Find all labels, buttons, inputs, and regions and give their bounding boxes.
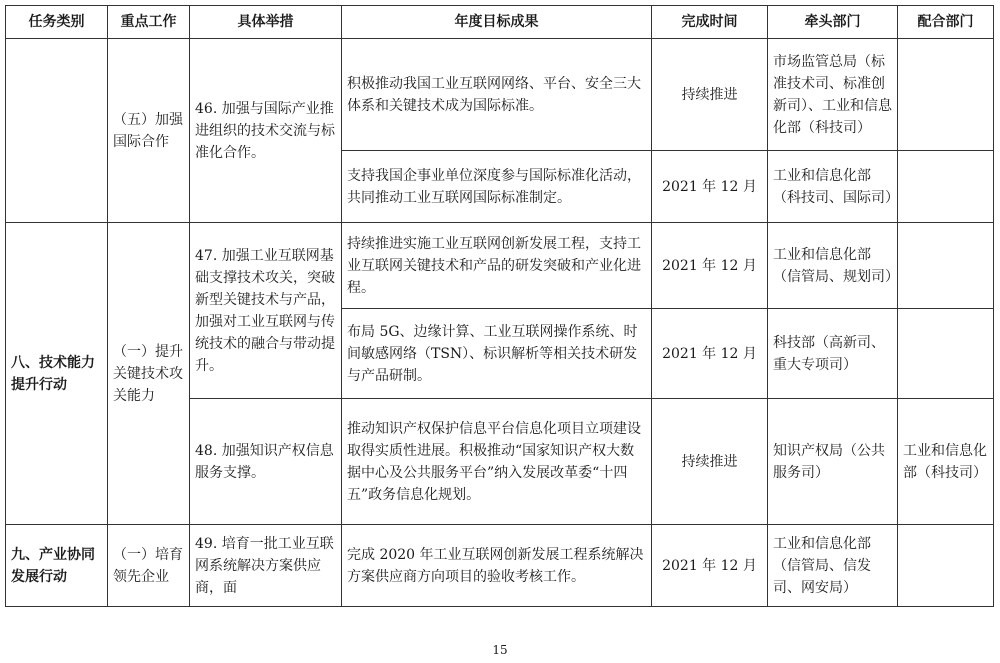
coop-cell [898,525,994,607]
header-specific-measures: 具体举措 [190,6,342,39]
measure-cell: 48. 加强知识产权信息服务支撑。 [190,399,342,525]
time-cell: 2021 年 12 月 [652,223,768,309]
header-annual-goals: 年度目标成果 [342,6,652,39]
coop-cell [898,223,994,309]
goal-cell: 布局 5G、边缘计算、工业互联网操作系统、时间敏感网络（TSN）、标识解析等相关技术研发与产品研制。 [342,309,652,399]
coop-cell [898,309,994,399]
goal-cell: 积极推动我国工业互联网网络、平台、安全三大体系和关键技术成为国际标准。 [342,39,652,151]
header-lead-department: 牵头部门 [768,6,898,39]
header-key-work: 重点工作 [108,6,190,39]
table-row [6,525,994,607]
goal-cell: 推动知识产权保护信息平台信息化项目立项建设取得实质性进展。积极推动“国家知识产权大数据中心及公共服务平台”纳入发展改革委“十四五”政务信息化规划。 [342,399,652,525]
measure-cell: 46. 加强与国际产业推进组织的技术交流与标准化合作。 [190,39,342,223]
table-row [6,223,994,309]
header-task-category: 任务类别 [6,6,108,39]
time-cell: 2021 年 12 月 [652,525,768,607]
measure-cell: 47. 加强工业互联网基础支撑技术攻关，突破新型关键技术与产品，加强对工业互联网与传统技术的融合与带动提升。 [190,223,342,399]
policy-task-table [5,5,994,607]
key-work-cell: （一）培育领先企业 [108,525,190,607]
coop-cell [898,151,994,223]
category-cell: 九、产业协同发展行动 [6,525,108,607]
goal-cell: 支持我国企事业单位深度参与国际标准化活动，共同推动工业互联网国际标准制定。 [342,151,652,223]
time-cell: 持续推进 [652,39,768,151]
time-cell: 持续推进 [652,399,768,525]
category-cell: 八、技术能力提升行动 [6,223,108,525]
lead-cell: 工业和信息化部（科技司、国际司） [768,151,898,223]
key-work-cell: （一）提升关键技术攻关能力 [108,223,190,525]
measure-cell: 49. 培育一批工业互联网系统解决方案供应商，面 [190,525,342,607]
key-work-cell: （五）加强国际合作 [108,39,190,223]
lead-cell: 知识产权局（公共服务司） [768,399,898,525]
page-number: 15 [492,643,508,657]
table-header-row [6,6,994,39]
header-cooperating-department: 配合部门 [898,6,994,39]
time-cell: 2021 年 12 月 [652,151,768,223]
table-row [6,39,994,151]
lead-cell: 科技部（高新司、重大专项司） [768,309,898,399]
lead-cell: 工业和信息化部（信管局、规划司） [768,223,898,309]
time-cell: 2021 年 12 月 [652,309,768,399]
category-cell [6,39,108,223]
lead-cell: 工业和信息化部（信管局、信发司、网安局） [768,525,898,607]
goal-cell: 持续推进实施工业互联网创新发展工程，支持工业互联网关键技术和产品的研发突破和产业化进程。 [342,223,652,309]
lead-cell: 市场监管总局（标准技术司、标准创新司）、工业和信息化部（科技司） [768,39,898,151]
goal-cell: 完成 2020 年工业互联网创新发展工程系统解决方案供应商方向项目的验收考核工作。 [342,525,652,607]
coop-cell: 工业和信息化部（科技司） [898,399,994,525]
coop-cell [898,39,994,151]
header-completion-time: 完成时间 [652,6,768,39]
